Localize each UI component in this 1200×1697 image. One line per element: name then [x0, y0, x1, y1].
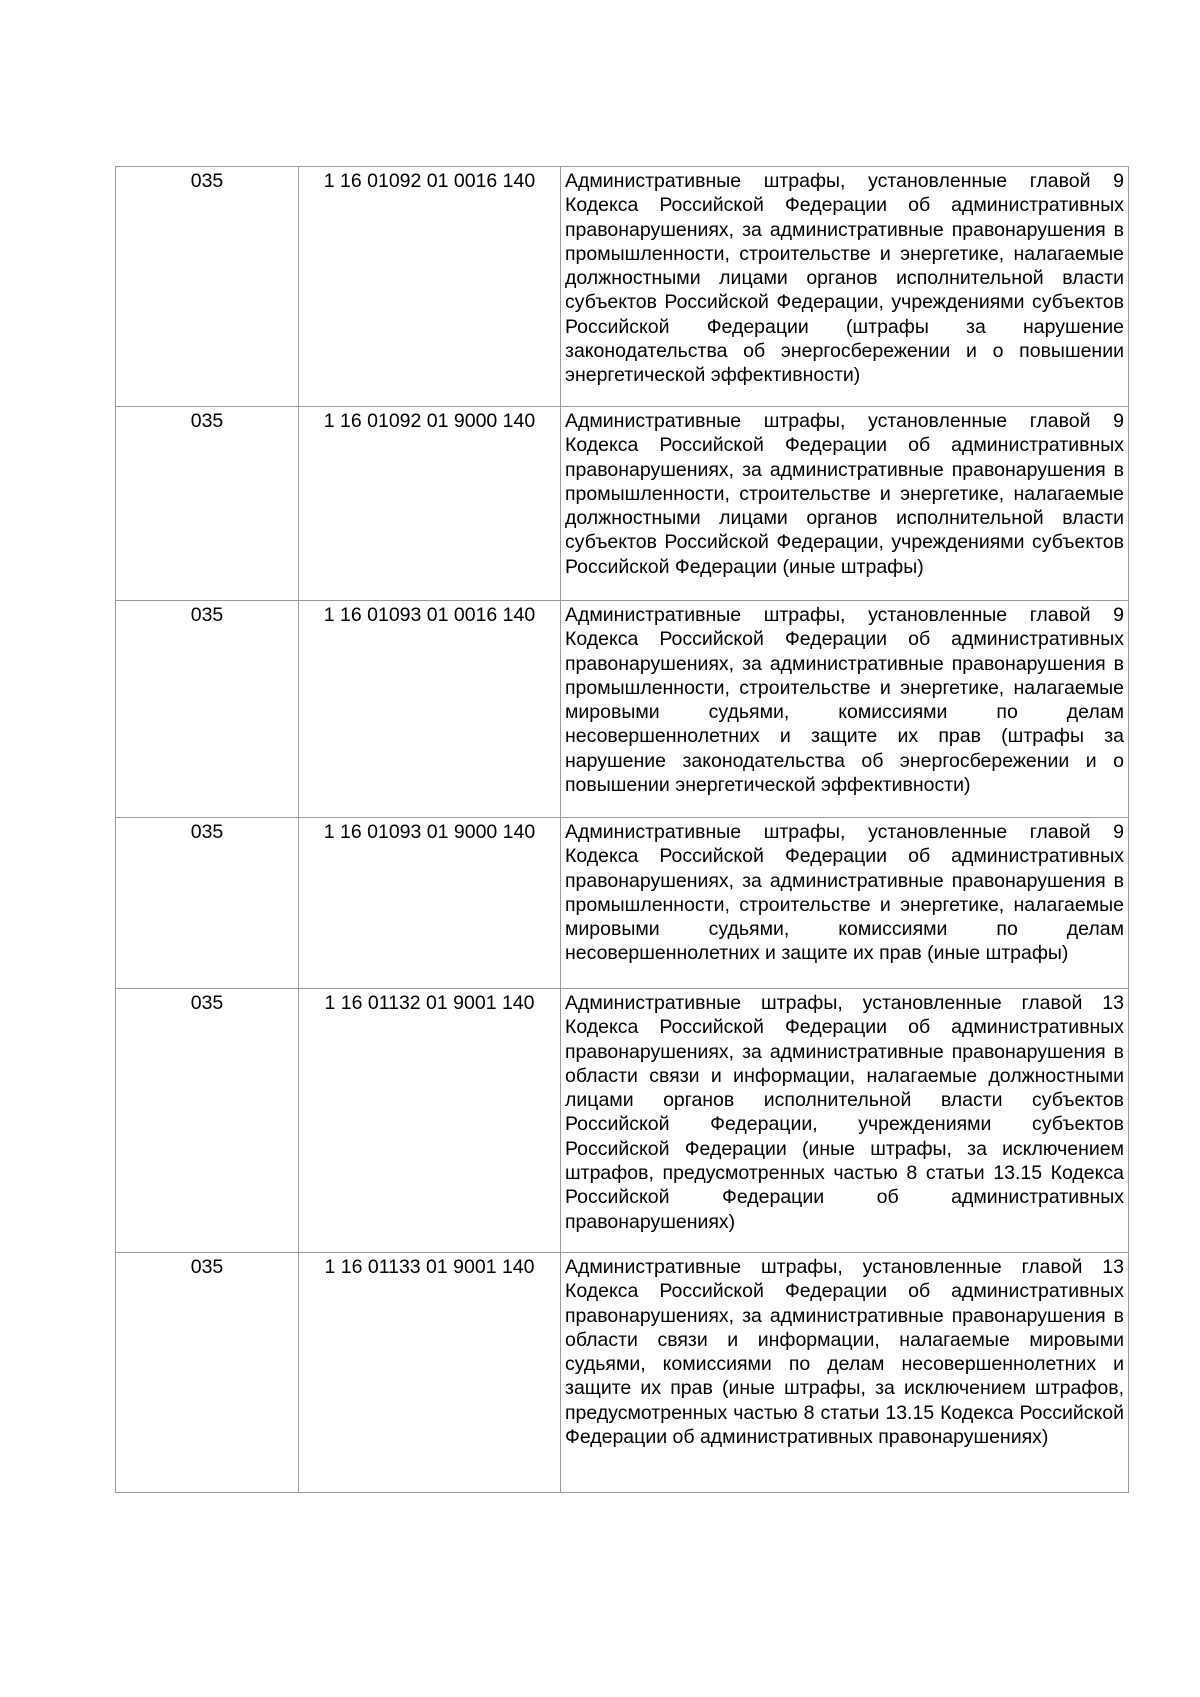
kbk-code-cell: 1 16 01093 01 0016 140: [299, 601, 561, 818]
revenue-name-cell: [561, 818, 1129, 989]
kbk-code-cell: 1 16 01132 01 9001 140: [299, 989, 561, 1253]
admin-code-cell: 035: [116, 407, 299, 601]
kbk-code-cell: 1 16 01092 01 9000 140: [299, 407, 561, 601]
revenue-name-text: Административные штрафы, установленные главой 13 Кодекса Российской Федерации об административных правонарушениях, за административные правонарушения в области связи и информации, налагаемые должностными лицами органов исполнительной власти субъектов Российской Федерации, учреждениями субъектов Российской Федерации (иные штрафы, за исключением штрафов, предусмотренных частью 8 статьи 13.15 Кодекса Российской Федерации об административных правонарушениях): [565, 992, 1124, 1233]
revenue-name-cell: [561, 989, 1129, 1253]
table-row: [116, 407, 1129, 601]
admin-code-cell: 035: [116, 167, 299, 407]
admin-code-cell: 035: [116, 818, 299, 989]
revenue-name-text: Административные штрафы, установленные главой 13 Кодекса Российской Федерации об административных правонарушениях, за административные правонарушения в области связи и информации, налагаемые мировыми судьями, комиссиями по делам несовершеннолетних и защите их прав (иные штрафы, за исключением штрафов, предусмотренных частью 8 статьи 13.15 Кодекса Российской Федерации об административных правонарушениях): [565, 1256, 1124, 1449]
admin-code-cell: 035: [116, 601, 299, 818]
table-row: [116, 818, 1129, 989]
revenue-name-text: Административные штрафы, установленные главой 9 Кодекса Российской Федерации об административных правонарушениях, за административные правонарушения в промышленности, строительстве и энергетике, налагаемые мировыми судьями, комиссиями по делам несовершеннолетних и защите их прав (иные штрафы): [565, 821, 1124, 965]
revenue-name-cell: [561, 1253, 1129, 1493]
kbk-code-cell: 1 16 01093 01 9000 140: [299, 818, 561, 989]
revenue-name-cell: [561, 167, 1129, 407]
table-row: [116, 1253, 1129, 1493]
admin-code-cell: 035: [116, 1253, 299, 1493]
table-row: [116, 167, 1129, 407]
revenue-name-text: Административные штрафы, установленные главой 9 Кодекса Российской Федерации об административных правонарушениях, за административные правонарушения в промышленности, строительстве и энергетике, налагаемые должностными лицами органов исполнительной власти субъектов Российской Федерации, учреждениями субъектов Российской Федерации (иные штрафы): [565, 410, 1124, 578]
admin-code-cell: 035: [116, 989, 299, 1253]
revenue-name-text: Административные штрафы, установленные главой 9 Кодекса Российской Федерации об административных правонарушениях, за административные правонарушения в промышленности, строительстве и энергетике, налагаемые мировыми судьями, комиссиями по делам несовершеннолетних и защите их прав (штрафы за нарушение законодательства об энергосбережении и о повышении энергетической эффективности): [565, 604, 1124, 797]
budget-codes-table: [115, 166, 1129, 1493]
kbk-code-cell: 1 16 01133 01 9001 140: [299, 1253, 561, 1493]
table-row: [116, 601, 1129, 818]
revenue-name-text: Административные штрафы, установленные главой 9 Кодекса Российской Федерации об административных правонарушениях, за административные правонарушения в промышленности, строительстве и энергетике, налагаемые должностными лицами органов исполнительной власти субъектов Российской Федерации, учреждениями субъектов Российской Федерации (штрафы за нарушение законодательства об энергосбережении и о повышении энергетической эффективности): [565, 170, 1124, 387]
kbk-code-cell: 1 16 01092 01 0016 140: [299, 167, 561, 407]
revenue-name-cell: [561, 601, 1129, 818]
table-row: [116, 989, 1129, 1253]
revenue-name-cell: [561, 407, 1129, 601]
